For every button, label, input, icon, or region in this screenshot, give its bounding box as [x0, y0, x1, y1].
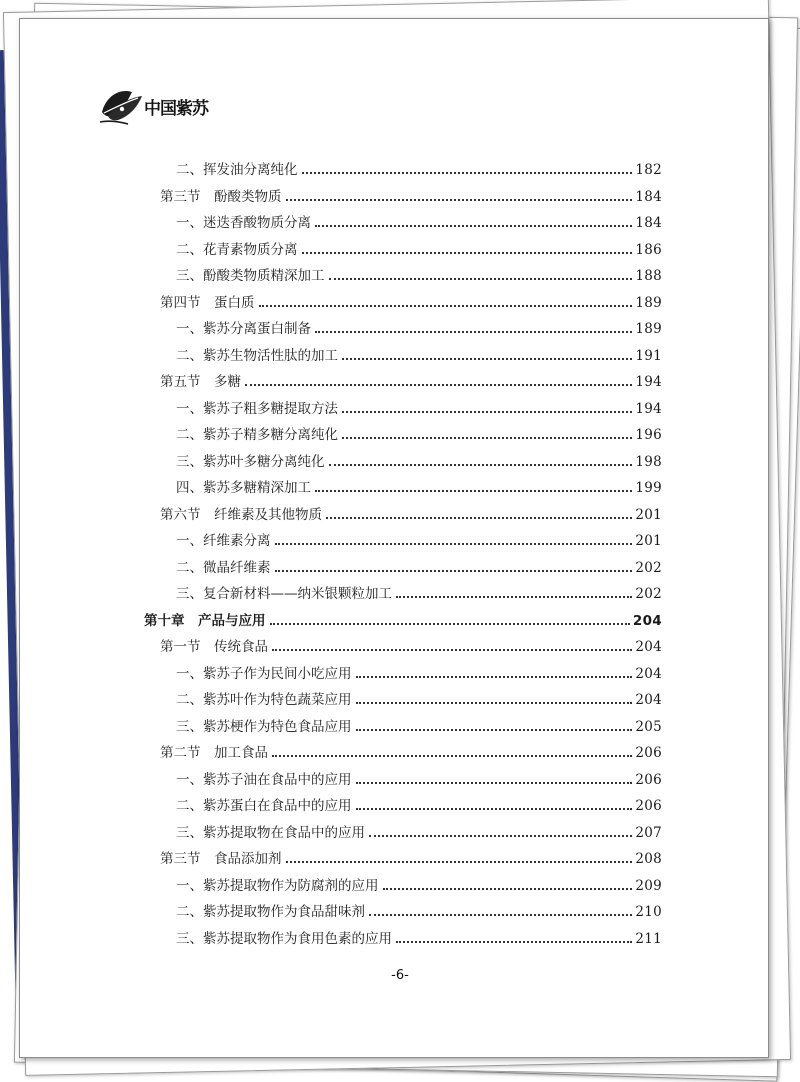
toc-entry: [176, 263, 662, 285]
toc-page-number: 199: [635, 480, 662, 496]
toc-label: 三、复合新材料——纳米银颗粒加工: [176, 586, 392, 602]
toc-label: 第三节 酚酸类物质: [160, 188, 282, 205]
toc-section: [160, 369, 662, 391]
toc-leader-dots: [315, 330, 632, 333]
toc-leader-dots: [342, 410, 632, 413]
toc-label: 一、紫苏提取物作为防腐剂的应用: [176, 877, 379, 894]
toc-entry: [176, 555, 662, 577]
toc-page-number: 208: [635, 851, 662, 867]
toc-entry: [176, 661, 662, 683]
toc-page-number: 206: [635, 798, 662, 814]
toc-label: 一、紫苏子油在食品中的应用: [176, 771, 352, 788]
toc-page-number: 202: [635, 559, 662, 576]
toc-leader-dots: [329, 277, 633, 280]
toc-entry: [176, 475, 662, 497]
toc-entry: [176, 210, 662, 232]
toc-page-number: 194: [635, 374, 662, 390]
toc-leader-dots: [270, 622, 630, 625]
toc-page-number: 206: [635, 745, 662, 761]
toc-leader-dots: [369, 913, 632, 916]
toc-entry: [176, 793, 662, 815]
toc-page-number: 184: [635, 188, 662, 205]
toc-leader-dots: [272, 754, 632, 757]
toc-label: 二、挥发油分离纯化: [176, 162, 298, 178]
toc-leader-dots: [245, 383, 632, 386]
toc-page-number: 209: [635, 877, 662, 894]
toc-page-number: 202: [635, 586, 662, 602]
page-number: -6-: [391, 968, 409, 983]
toc-page-number: 201: [635, 506, 662, 523]
toc-label: 第五节 多糖: [160, 374, 241, 390]
toc-page-number: 205: [635, 718, 662, 735]
toc-section: [160, 740, 662, 762]
toc-entry: [176, 396, 662, 418]
toc-label: 三、紫苏梗作为特色食品应用: [176, 718, 352, 735]
toc-label: 二、花青素物质分离: [176, 241, 298, 258]
toc-label: 一、纤维素分离: [176, 533, 271, 549]
toc-entry: [176, 157, 662, 179]
toc-page-number: 204: [635, 665, 662, 682]
toc-page-number: 182: [635, 162, 662, 178]
toc-page-number: 201: [635, 533, 662, 549]
toc-page-number: 211: [635, 930, 662, 947]
toc-page-number: 206: [635, 771, 662, 788]
toc-leader-dots: [259, 304, 633, 307]
toc-entry: [176, 767, 662, 789]
toc-leader-dots: [315, 224, 632, 227]
toc-leader-dots: [302, 251, 633, 254]
toc-leader-dots: [315, 489, 632, 492]
toc-entry: [176, 237, 662, 259]
toc-leader-dots: [326, 516, 632, 519]
toc-section: [160, 290, 662, 312]
toc-label: 一、紫苏子作为民间小吃应用: [176, 665, 352, 682]
toc-entry: [176, 873, 662, 895]
toc-section: [160, 846, 662, 868]
toc-label: 三、酚酸类物质精深加工: [176, 268, 325, 284]
toc-leader-dots: [396, 595, 632, 598]
toc-leader-dots: [342, 436, 632, 439]
toc-label: 一、迷迭香酸物质分离: [176, 215, 311, 231]
logo-text: 中国紫苏: [144, 99, 208, 119]
toc-page-number: 189: [635, 294, 662, 311]
toc-leader-dots: [356, 701, 633, 704]
toc-label: 四、紫苏多糖精深加工: [176, 480, 311, 496]
toc-entry: [176, 926, 662, 948]
toc-leader-dots: [272, 648, 632, 651]
toc-leader-dots: [342, 357, 632, 360]
toc-section: [160, 502, 662, 524]
toc-leader-dots: [356, 675, 633, 678]
toc-page-number: 198: [635, 453, 662, 470]
toc-page-number: 191: [635, 347, 662, 364]
toc-entry: [176, 422, 662, 444]
toc-label: 第一节 传统食品: [160, 639, 268, 655]
toc-entry: [176, 528, 662, 550]
toc-label: 第六节 纤维素及其他物质: [160, 506, 322, 523]
toc-label: 第十章 产品与应用: [144, 612, 266, 629]
toc-entry: [176, 581, 662, 603]
toc-label: 二、紫苏提取物作为食品甜味剂: [176, 904, 365, 920]
toc-label: 三、紫苏提取物作为食用色素的应用: [176, 930, 392, 947]
toc-label: 三、紫苏提取物在食品中的应用: [176, 824, 365, 841]
toc-page-number: 194: [635, 400, 662, 417]
toc-leader-dots: [275, 542, 633, 545]
toc-entry: [176, 820, 662, 842]
toc-section: [160, 184, 662, 206]
toc-page-number: 207: [635, 824, 662, 841]
toc-section: [160, 634, 662, 656]
toc-label: 一、紫苏分离蛋白制备: [176, 321, 311, 337]
toc-label: 第四节 蛋白质: [160, 294, 255, 311]
toc-label: 一、紫苏子粗多糖提取方法: [176, 400, 338, 417]
toc-leader-dots: [356, 728, 633, 731]
toc-page-number: 204: [635, 639, 662, 655]
toc-label: 第三节 食品添加剂: [160, 851, 282, 867]
toc-leader-dots: [396, 940, 632, 943]
toc-leader-dots: [356, 781, 633, 784]
toc-label: 二、紫苏生物活性肽的加工: [176, 347, 338, 364]
toc-label: 二、微晶纤维素: [176, 559, 271, 576]
toc-page-number: 188: [635, 268, 662, 284]
toc-page-number: 204: [632, 612, 662, 629]
toc-label: 三、紫苏叶多糖分离纯化: [176, 453, 325, 470]
toc-leader-dots: [286, 860, 633, 863]
toc-leader-dots: [356, 807, 633, 810]
toc-label: 二、紫苏子精多糖分离纯化: [176, 427, 338, 443]
toc-chapter: [144, 608, 662, 630]
toc-page-number: 186: [635, 241, 662, 258]
toc-leader-dots: [329, 463, 633, 466]
toc-entry: [176, 687, 662, 709]
toc-leader-dots: [275, 569, 633, 572]
toc-label: 二、紫苏叶作为特色蔬菜应用: [176, 692, 352, 708]
toc-leader-dots: [383, 887, 633, 890]
toc-label: 第二节 加工食品: [160, 745, 268, 761]
toc-leader-dots: [369, 834, 632, 837]
toc-leader-dots: [286, 198, 633, 201]
toc-leader-dots: [302, 171, 633, 174]
toc-entry: [176, 449, 662, 471]
toc-page-number: 189: [635, 321, 662, 337]
toc-page-number: 184: [635, 215, 662, 231]
toc-entry: [176, 343, 662, 365]
toc-page-number: 204: [635, 692, 662, 708]
toc-page-number: 210: [635, 904, 662, 920]
toc-label: 二、紫苏蛋白在食品中的应用: [176, 798, 352, 814]
toc-entry: [176, 316, 662, 338]
toc-entry: [176, 899, 662, 921]
toc-page-number: 196: [635, 427, 662, 443]
toc-entry: [176, 714, 662, 736]
